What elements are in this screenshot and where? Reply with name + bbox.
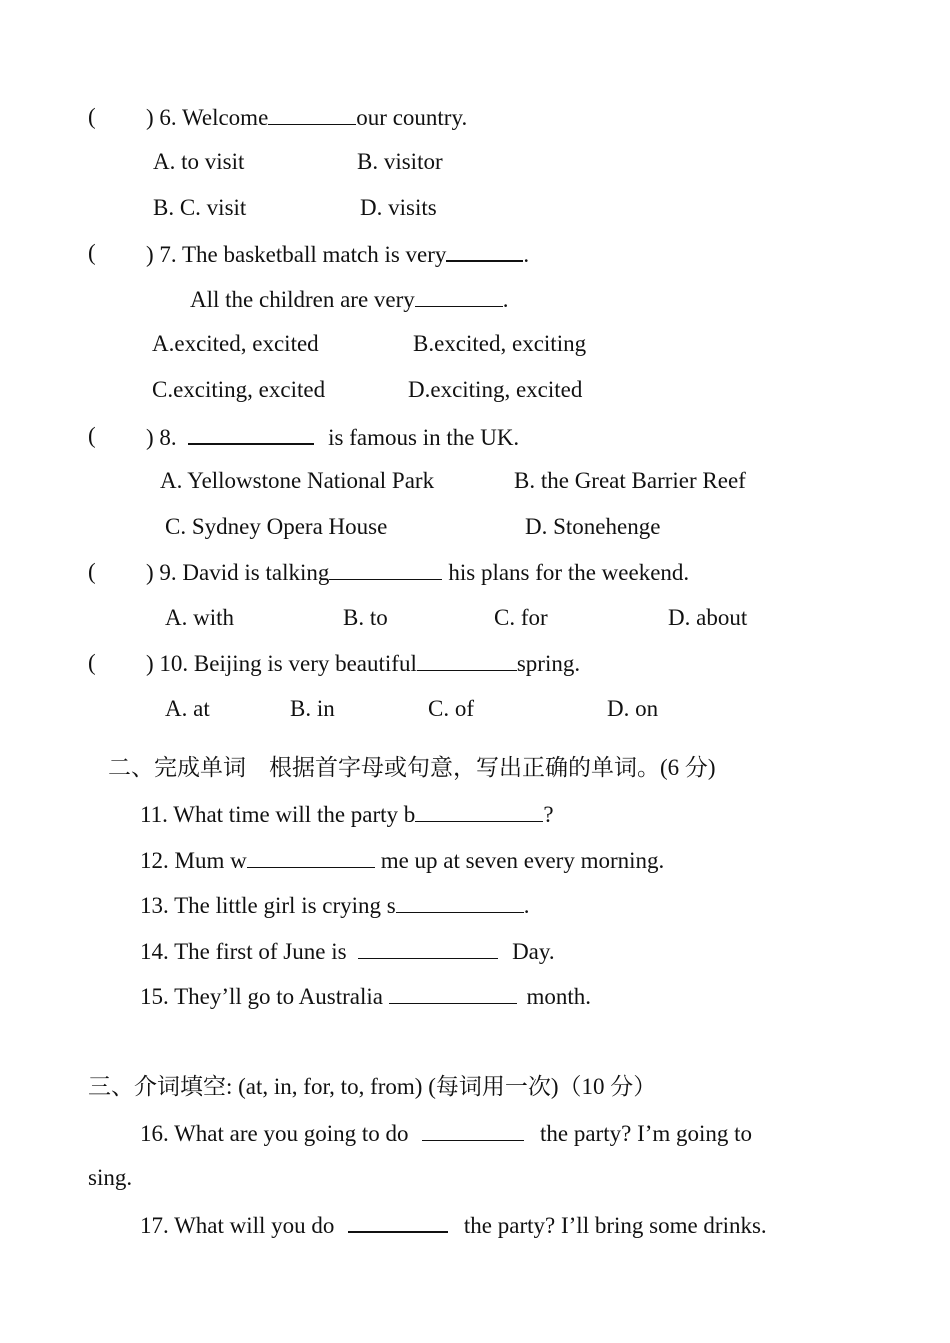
q10-blank[interactable] bbox=[417, 648, 517, 671]
section-3-heading: 三、介词填空: (at, in, for, to, from) (每词用一次)（10 分） bbox=[88, 1074, 657, 1099]
q8-stem-a: 8. bbox=[159, 425, 177, 450]
q17-stem-a: 17. What will you do bbox=[140, 1213, 335, 1238]
q8-option-b: B. the Great Barrier Reef bbox=[514, 468, 746, 493]
q9-answer-paren[interactable] bbox=[88, 557, 96, 587]
q15 bbox=[140, 981, 591, 1012]
q10-stem-a: 10. Beijing is very beautiful bbox=[159, 651, 417, 676]
q9-option-c: C. for bbox=[494, 605, 548, 630]
q17-blank[interactable] bbox=[348, 1209, 448, 1233]
q12-stem-a: 12. Mum w bbox=[140, 848, 247, 873]
q7-blank-2[interactable] bbox=[415, 284, 503, 307]
q16 bbox=[140, 1118, 752, 1149]
q9-option-b: B. to bbox=[343, 605, 388, 630]
q11-stem-a: 11. What time will the party b bbox=[140, 802, 416, 827]
q16-stem-b: the party? I’m going to bbox=[540, 1121, 753, 1146]
q11 bbox=[140, 799, 554, 830]
paren-close: ) bbox=[146, 105, 154, 130]
q9-option-d: D. about bbox=[668, 605, 748, 630]
q12 bbox=[140, 845, 664, 876]
q14-stem-a: 14. The first of June is bbox=[140, 939, 347, 964]
q7-blank-1[interactable] bbox=[446, 238, 523, 262]
q10-stem bbox=[146, 648, 580, 679]
q14-blank[interactable] bbox=[358, 936, 498, 959]
q6-option-d: D. visits bbox=[360, 195, 437, 220]
q15-blank[interactable] bbox=[389, 981, 517, 1004]
paren-close: ) bbox=[146, 425, 154, 450]
paren-open: ( bbox=[88, 650, 96, 675]
q7-stem-2 bbox=[190, 284, 509, 315]
q10-option-b: B. in bbox=[290, 696, 335, 721]
q16-stem-a: 16. What are you going to do bbox=[140, 1121, 409, 1146]
q6-stem-b: our country. bbox=[356, 105, 468, 130]
q13-stem-a: 13. The little girl is crying s bbox=[140, 893, 396, 918]
q7-option-d: D.exciting, excited bbox=[408, 377, 583, 402]
q8-option-d: D. Stonehenge bbox=[525, 514, 661, 539]
q17-stem-b: the party? I’ll bring some drinks. bbox=[463, 1213, 767, 1238]
q6-answer-paren[interactable] bbox=[88, 102, 96, 132]
q13-blank[interactable] bbox=[396, 890, 524, 913]
q7-answer-paren[interactable] bbox=[88, 238, 96, 268]
q10-stem-b: spring. bbox=[516, 651, 581, 676]
q7-option-a: A.excited, excited bbox=[152, 331, 319, 356]
q10-option-c: C. of bbox=[428, 696, 474, 721]
q6-stem-a: 6. Welcome bbox=[159, 105, 269, 130]
q14-stem-b: Day. bbox=[512, 939, 555, 964]
q11-stem-b: ? bbox=[543, 802, 554, 827]
q15-stem-b: month. bbox=[526, 984, 591, 1009]
q12-blank[interactable] bbox=[247, 845, 375, 868]
q9-stem bbox=[146, 557, 689, 588]
q6-option-c: B. C. visit bbox=[153, 195, 247, 220]
q13 bbox=[140, 890, 530, 921]
q17 bbox=[140, 1209, 767, 1241]
q6-stem bbox=[146, 102, 467, 133]
q16-continued: sing. bbox=[88, 1165, 133, 1190]
paren-open: ( bbox=[88, 559, 96, 584]
q7-stem2-a: All the children are very bbox=[190, 287, 415, 312]
q7-option-c: C.exciting, excited bbox=[152, 377, 326, 402]
q10-answer-paren[interactable] bbox=[88, 648, 96, 678]
q8-stem bbox=[146, 421, 519, 453]
q13-stem-b: . bbox=[523, 893, 530, 918]
q8-stem-b: is famous in the UK. bbox=[328, 425, 520, 450]
q7-option-b: B.excited, exciting bbox=[413, 331, 587, 356]
q15-stem-a: 15. They’ll go to Australia bbox=[140, 984, 383, 1009]
q7-stem2-b: . bbox=[502, 287, 509, 312]
q7-stem-b: . bbox=[523, 242, 530, 267]
q8-option-c: C. Sydney Opera House bbox=[165, 514, 388, 539]
q9-stem-b: his plans for the weekend. bbox=[448, 560, 690, 585]
q9-blank[interactable] bbox=[329, 557, 442, 580]
q6-option-b: B. visitor bbox=[357, 149, 443, 174]
q6-option-a: A. to visit bbox=[153, 149, 245, 174]
paren-open: ( bbox=[88, 423, 96, 448]
q10-option-a: A. at bbox=[165, 696, 210, 721]
q9-option-a: A. with bbox=[165, 605, 234, 630]
q16-blank[interactable] bbox=[422, 1118, 524, 1141]
q12-stem-b: me up at seven every morning. bbox=[380, 848, 665, 873]
q10-option-d: D. on bbox=[607, 696, 659, 721]
q8-option-a: A. Yellowstone National Park bbox=[160, 468, 435, 493]
q8-blank[interactable] bbox=[188, 421, 314, 445]
paren-close: ) bbox=[146, 651, 154, 676]
q14 bbox=[140, 936, 555, 967]
q6-blank[interactable] bbox=[268, 102, 356, 125]
paren-close: ) bbox=[146, 242, 154, 267]
section-2-heading: 二、完成单词 根据首字母或句意，写出正确的单词。(6 分) bbox=[108, 755, 716, 780]
q8-answer-paren[interactable] bbox=[88, 421, 96, 451]
q9-stem-a: 9. David is talking bbox=[159, 560, 330, 585]
paren-close: ) bbox=[146, 560, 154, 585]
q7-stem-a: 7. The basketball match is very bbox=[159, 242, 447, 267]
paren-open: ( bbox=[88, 240, 96, 265]
q7-stem bbox=[146, 238, 529, 270]
paren-open: ( bbox=[88, 104, 96, 129]
q11-blank[interactable] bbox=[415, 799, 543, 822]
